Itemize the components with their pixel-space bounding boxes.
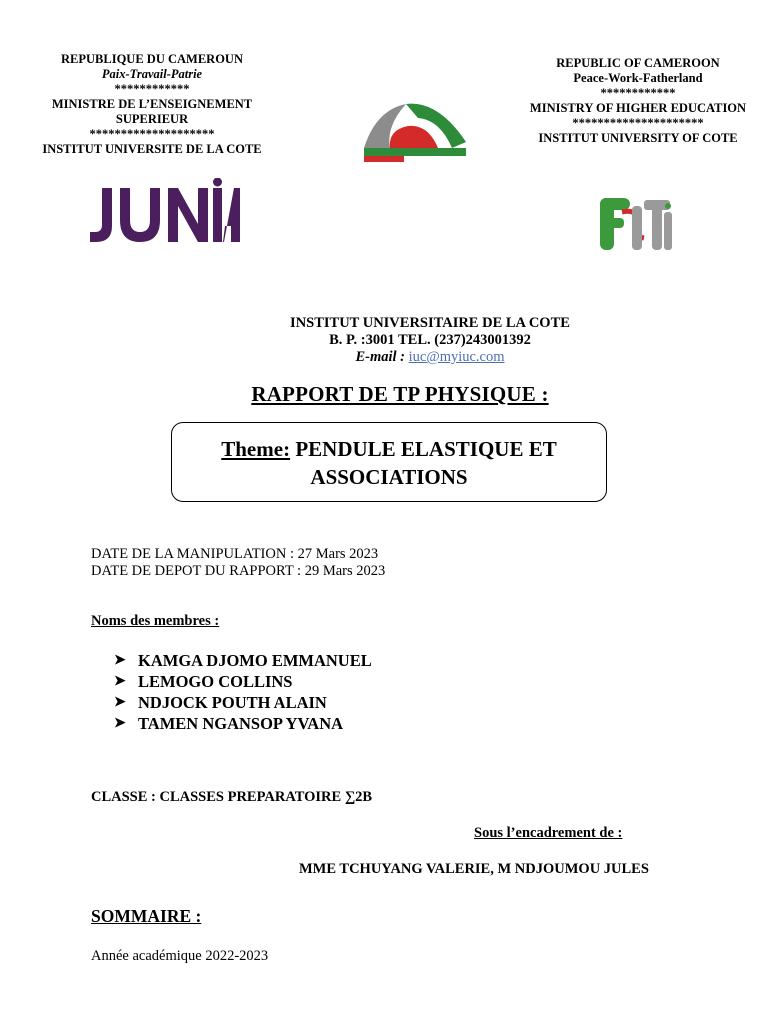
- member-name: KAMGA DJOMO EMMANUEL: [138, 651, 372, 670]
- report-title-text: RAPPORT DE TP PHYSIQUE :: [251, 382, 549, 406]
- institution-address: B. P. :3001 TEL. (237)243001392: [329, 332, 531, 348]
- theme-text: [172, 435, 606, 491]
- classe-line: CLASSE : CLASSES PREPARATOIRE ∑2B: [91, 789, 373, 805]
- left-header: [40, 52, 264, 157]
- encadrement-label: Sous l’encadrement de :: [474, 825, 623, 841]
- institute-fr: INSTITUT UNIVERSITE DE LA COTE: [42, 142, 262, 156]
- separator: *********************: [572, 116, 704, 130]
- sommaire-heading: SOMMAIRE :: [91, 906, 202, 926]
- arrow-bullet-icon: ➤: [114, 695, 126, 710]
- motto-fr: Paix-Travail-Patrie: [101, 67, 203, 81]
- iuc-text: IUC: [403, 155, 421, 166]
- theme-line1: PENDULE ELASTIQUE ET: [295, 437, 557, 461]
- arrow-bullet-icon: ➤: [114, 653, 126, 668]
- institution-name: INSTITUT UNIVERSITAIRE DE LA COTE: [290, 315, 570, 331]
- junia-logo: [90, 178, 240, 248]
- arrow-bullet-icon: ➤: [114, 674, 126, 689]
- country-fr: REPUBLIQUE DU CAMEROUN: [61, 52, 243, 66]
- separator: ********************: [89, 127, 215, 141]
- institution-block: [200, 315, 660, 366]
- member-name: NDJOCK POUTH ALAIN: [138, 693, 327, 712]
- motto-en: Peace-Work-Fatherland: [573, 71, 703, 85]
- academic-year: Année académique 2022-2023: [91, 948, 269, 964]
- date-manipulation: DATE DE LA MANIPULATION : 27 Mars 2023: [91, 546, 379, 562]
- ministry-en: MINISTRY OF HIGHER EDUCATION: [529, 101, 747, 115]
- fiti-logo: [596, 192, 676, 254]
- email-link[interactable]: iuc@myiuc.com: [408, 349, 505, 365]
- separator: ************: [600, 86, 676, 100]
- list-item: [114, 671, 372, 692]
- institute-en: INSTITUT UNIVERSITY OF COTE: [538, 131, 738, 145]
- date-depot: DATE DE DEPOT DU RAPPORT : 29 Mars 2023: [91, 563, 386, 579]
- encadrants-names: MME TCHUYANG VALERIE, M NDJOUMOU JULES: [299, 861, 649, 877]
- member-name: TAMEN NGANSOP YVANA: [138, 714, 344, 733]
- members-list: [114, 650, 372, 734]
- dates-block: [91, 546, 385, 580]
- country-en: REPUBLIC OF CAMEROON: [556, 56, 720, 70]
- members-title: Noms des membres :: [91, 613, 220, 629]
- separator: ************: [114, 82, 190, 96]
- list-item: [114, 650, 372, 671]
- list-item: [114, 692, 372, 713]
- right-header: [518, 56, 758, 146]
- report-title: [130, 382, 670, 407]
- list-item: [114, 713, 372, 734]
- arrow-bullet-icon: ➤: [114, 716, 126, 731]
- ministry-fr: MINISTRE DE L’ENSEIGNEMENT SUPERIEUR: [51, 97, 253, 126]
- theme-label: Theme:: [221, 437, 291, 461]
- theme-box: [171, 422, 607, 502]
- institution-email-line: [200, 349, 660, 366]
- member-name: LEMOGO COLLINS: [138, 672, 293, 691]
- iuc-logo: [356, 96, 472, 168]
- theme-line2: ASSOCIATIONS: [310, 465, 468, 489]
- email-label: E-mail :: [355, 349, 405, 365]
